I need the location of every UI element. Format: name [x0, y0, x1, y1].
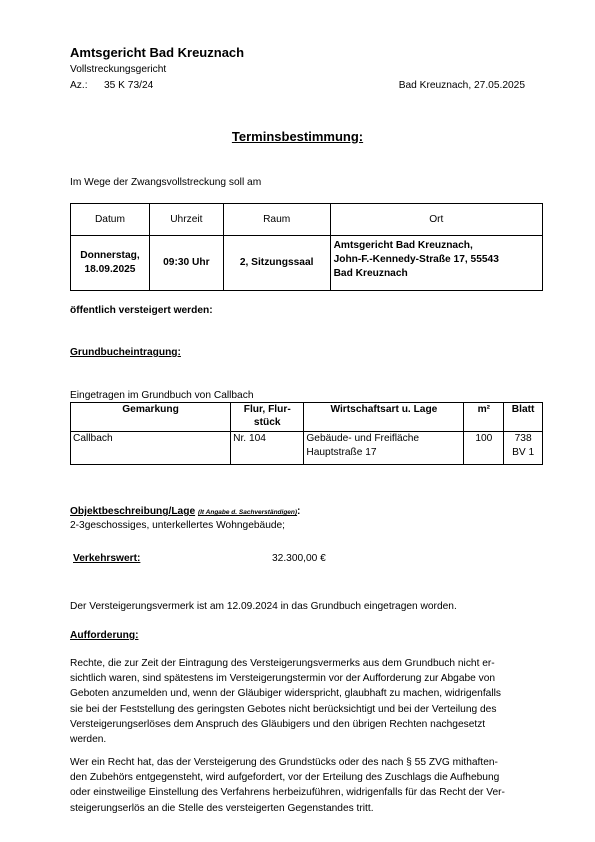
blatt-line: BV 1: [512, 447, 535, 458]
paragraph-line: sie bei der Feststellung des geringsten Gebotes nicht berücksichtigt und bei der Verteilung des: [70, 703, 497, 715]
header-blatt: Blatt: [504, 403, 543, 432]
land-registry-heading: Grundbucheintragung:: [70, 347, 181, 358]
header-gemarkung: Gemarkung: [71, 403, 231, 432]
place-line: Amtsgericht Bad Kreuznach,: [333, 240, 473, 251]
cell-gemarkung: Callbach: [71, 432, 231, 465]
court-department: Vollstreckungsgericht: [70, 64, 167, 75]
wirtschaftsart-line: Gebäude- und Freifläche: [306, 433, 420, 444]
paragraph-line: Wer ein Recht hat, das der Versteigerung des Grundstücks oder des nach § 55 ZVG mithaften-: [70, 757, 498, 768]
cell-blatt: [504, 432, 543, 465]
paragraph-line: oder einstweilige Einstellung des Verfahrens herbeizuführen, widrigenfalls für das Recht der Ver-: [70, 787, 505, 799]
appointment-date: [71, 236, 150, 291]
appointment-header-row: [71, 204, 543, 236]
header-time: Uhrzeit: [149, 204, 223, 236]
paragraph-line: Rechte, die zur Zeit der Eintragung des Versteigerungsvermerks aus dem Grundbuch nicht er-: [70, 658, 495, 669]
paragraph-line: sichtlich waren, sind spätestens im Versteigerungstermin vor der Aufforderung zur Abgabe von: [70, 673, 496, 685]
appointment-weekday: Donnerstag,: [80, 250, 140, 261]
court-name: Amtsgericht Bad Kreuznach: [70, 45, 245, 60]
paragraph-line: steigerungserlös an die Stelle des versteigerten Gegenstandes tritt.: [70, 802, 374, 814]
header-flur-line: stück: [253, 417, 281, 428]
appointment-room: 2, Sitzungssaal: [223, 236, 330, 291]
land-registry-location: Eingetragen im Grundbuch von Callbach: [70, 390, 254, 401]
paragraph-line: werden.: [70, 734, 107, 746]
header-flur-line: Flur, Flur-: [243, 404, 291, 415]
object-description: 2-3geschossiges, unterkellertes Wohngebäude;: [70, 520, 286, 531]
market-value: 32.300,00 €: [272, 553, 326, 564]
request-paragraph-1: [70, 656, 544, 747]
blatt-line: 738: [514, 433, 532, 444]
header-place: Ort: [330, 204, 542, 236]
header-date: Datum: [71, 204, 150, 236]
auction-statement: öffentlich versteigert werden:: [70, 305, 213, 316]
market-value-label: Verkehrswert:: [73, 553, 141, 564]
header-flur: [231, 403, 304, 432]
object-heading-text: Objektbeschreibung/Lage: [70, 506, 196, 517]
place-line: John-F.-Kennedy-Straße 17, 55543: [333, 254, 499, 265]
object-heading-colon: :: [297, 506, 301, 517]
request-heading: Aufforderung:: [70, 630, 139, 641]
paragraph-line: den Zubehörs entgegensteht, wird aufgefordert, vor der Erteilung des Zuschlags die Aufhebung: [70, 772, 500, 784]
appointment-date-value: 18.09.2025: [84, 264, 136, 275]
paragraph-line: Geboten anzumelden und, wenn der Gläubiger widerspricht, glaubhaft zu machen, widrigenfalls: [70, 688, 501, 700]
cell-wirtschaftsart: [304, 432, 464, 465]
paragraph-line: Versteigerungserlöses dem Anspruch des Gläubigers und den übrigen Rechten nachgesetzt: [70, 718, 486, 730]
object-heading: [70, 506, 300, 517]
land-registry-header-row: [71, 403, 543, 432]
header-area: m²: [464, 403, 504, 432]
wirtschaftsart-line: Hauptstraße 17: [306, 447, 377, 458]
registration-note: Der Versteigerungsvermerk ist am 12.09.2024 in das Grundbuch eingetragen worden.: [70, 601, 457, 612]
land-registry-table: [70, 402, 543, 465]
file-number: 35 K 73/24: [104, 80, 154, 91]
header-wirtschaftsart: Wirtschaftsart u. Lage: [304, 403, 464, 432]
request-paragraph-2: [70, 755, 544, 816]
file-number-label: Az.:: [70, 80, 88, 91]
land-registry-row: [71, 432, 543, 465]
appointment-place: [330, 236, 542, 291]
appointment-time: 09:30 Uhr: [149, 236, 223, 291]
appointment-row: [71, 236, 543, 291]
place-date: Bad Kreuznach, 27.05.2025: [398, 80, 525, 91]
document-title: Terminsbestimmung:: [231, 129, 364, 144]
header-room: Raum: [223, 204, 330, 236]
appointment-table: [70, 203, 543, 291]
place-line: Bad Kreuznach: [333, 268, 408, 279]
cell-flur: Nr. 104: [231, 432, 304, 465]
object-heading-note: (lt Angabe d. Sachverständigen): [197, 509, 298, 516]
cell-area: 100: [464, 432, 504, 465]
intro-text: Im Wege der Zwangsvollstreckung soll am: [70, 177, 262, 188]
